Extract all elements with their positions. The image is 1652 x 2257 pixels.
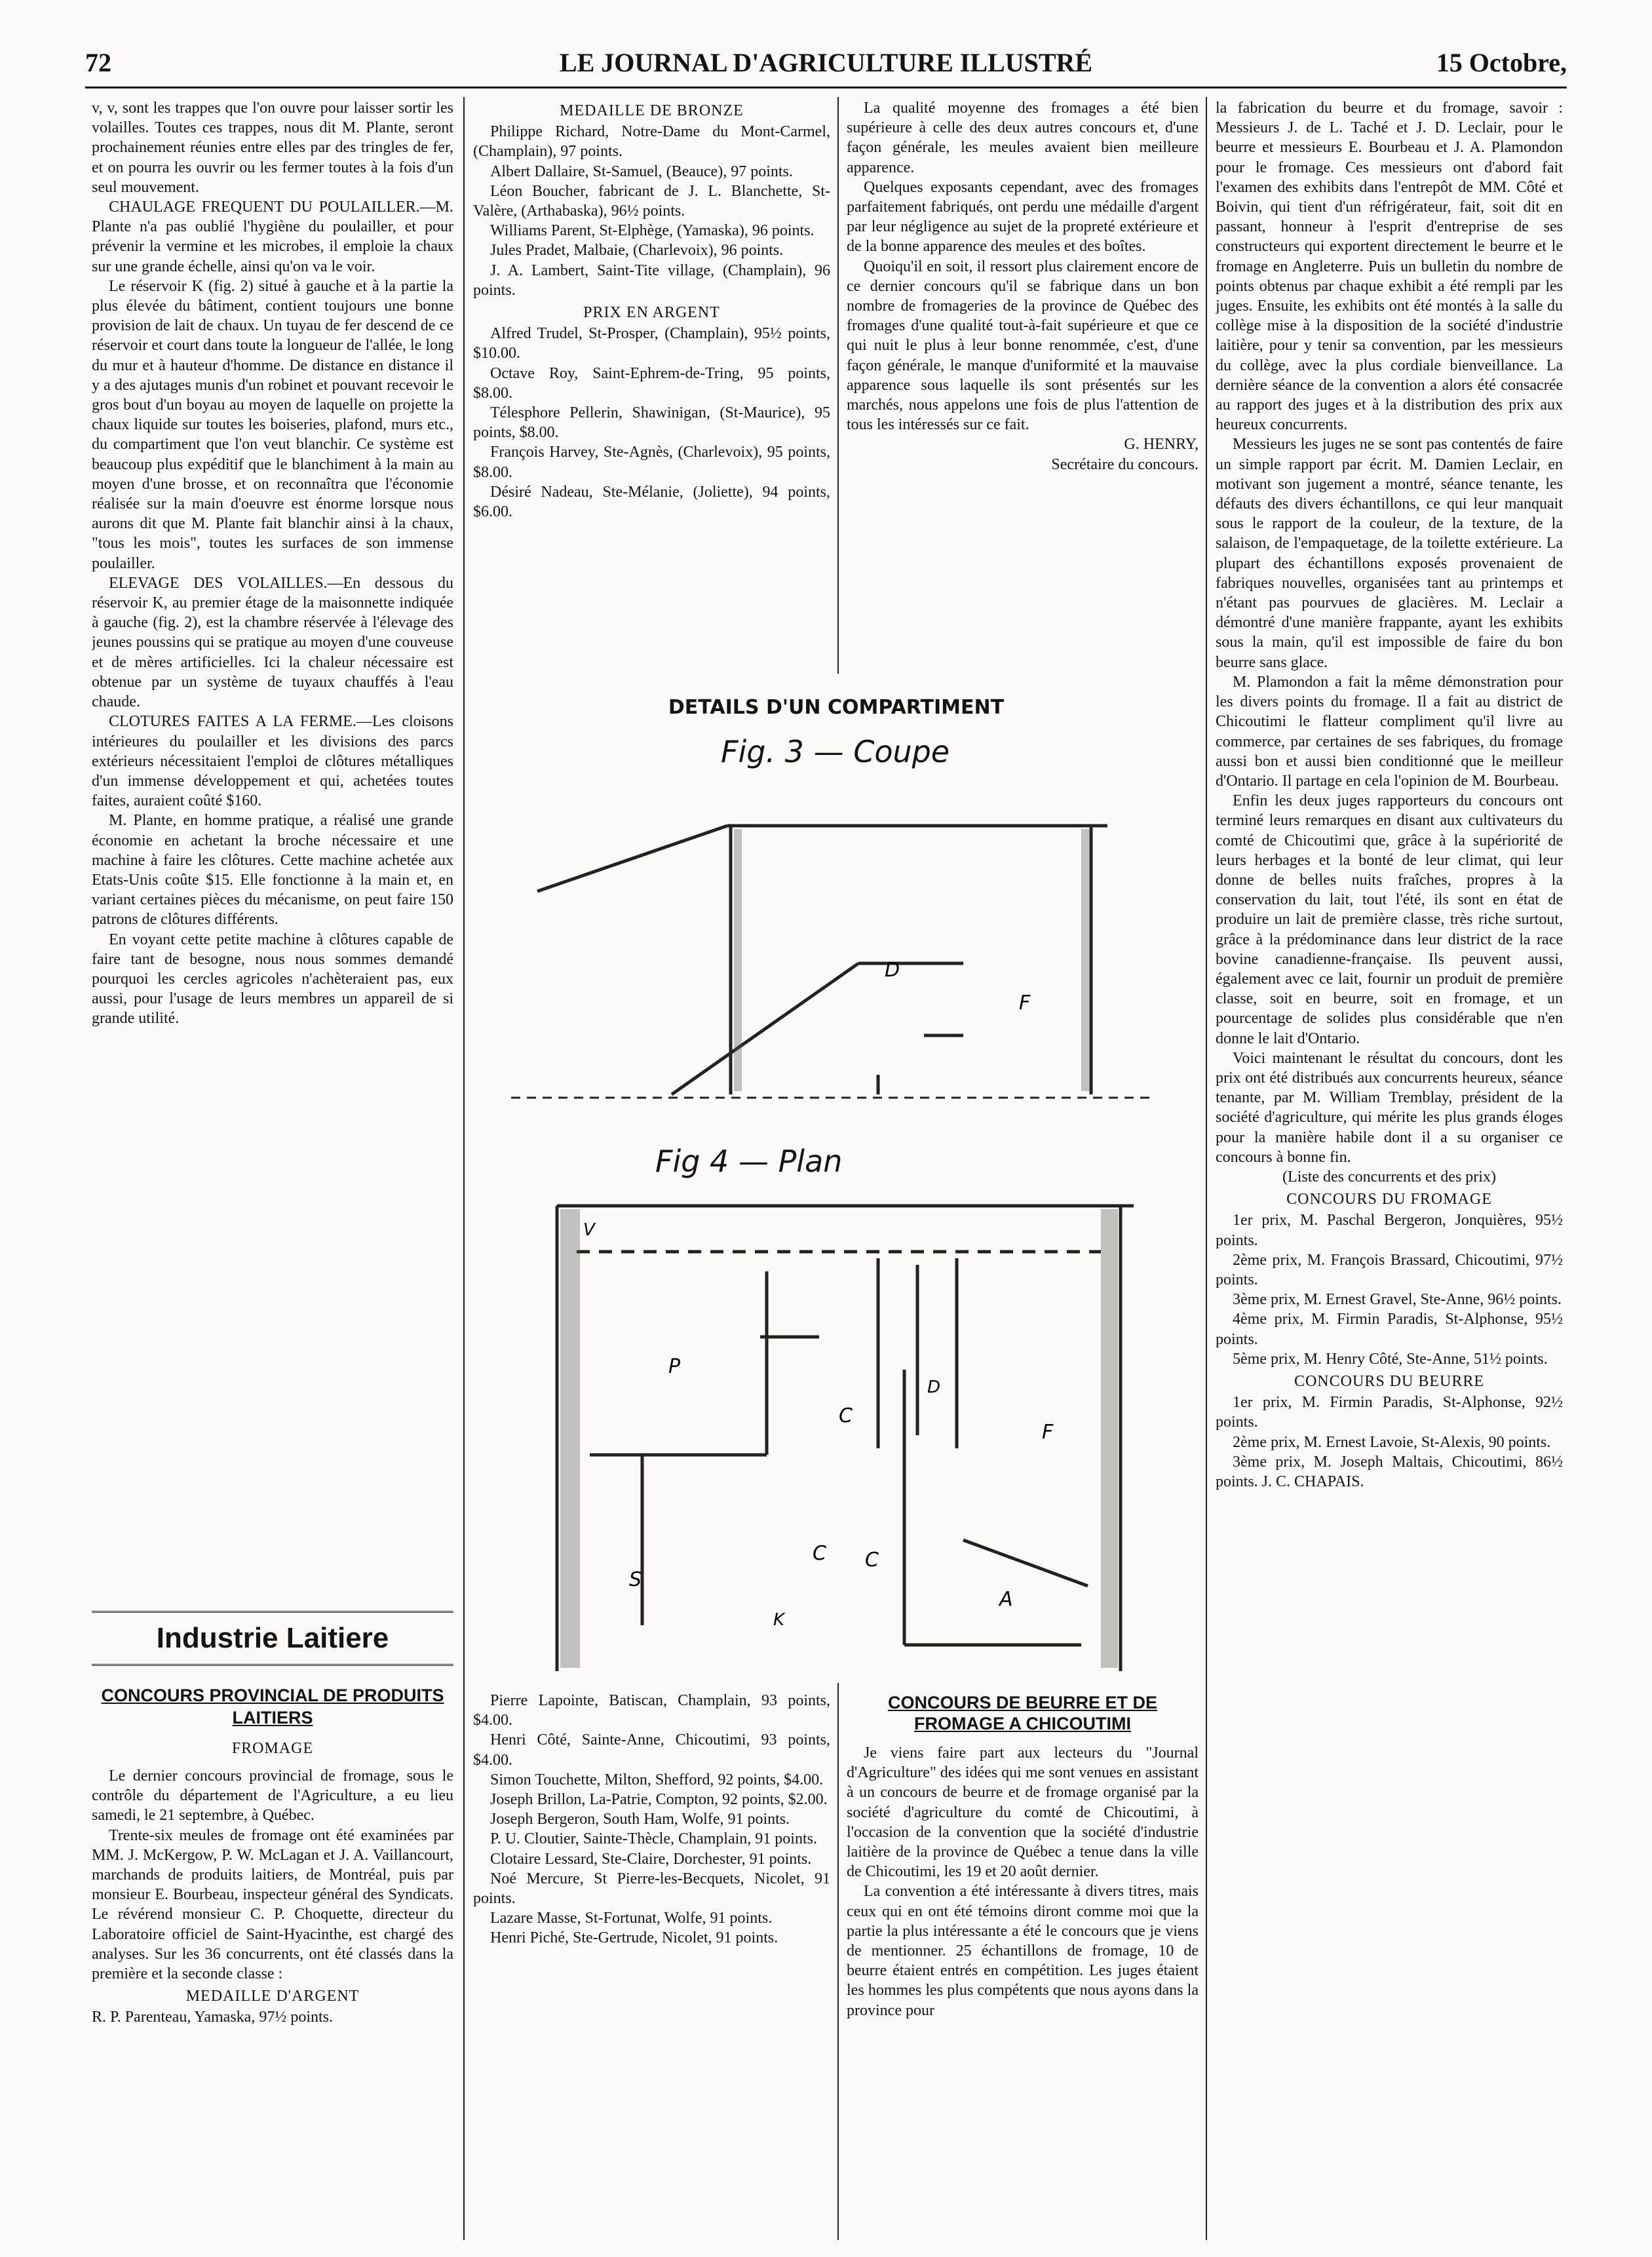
paragraph: Secrétaire du concours. (1051, 455, 1199, 473)
page-number: 72 (85, 48, 111, 77)
column-1 (92, 98, 453, 1619)
paragraph: P. U. Cloutier, Sainte-Thècle, Champlain, 91 points. (490, 1830, 817, 1848)
paragraph: Désiré Nadeau, Ste-Mélanie, (Joliette), 94 points, $6.00. (473, 483, 830, 521)
column-3-bottom (847, 1743, 1199, 2241)
journal-title: LE JOURNAL D'AGRICULTURE ILLUSTRÉ (559, 48, 1093, 77)
paragraph: (Liste des concurrents et des prix) (1282, 1168, 1496, 1186)
paragraph: 5ème prix, M. Henry Côté, Ste-Anne, 51½ points. (1233, 1350, 1548, 1368)
section-title: Industrie Laitiere (156, 1622, 389, 1654)
fig4-label-d: D (927, 1378, 941, 1397)
paragraph: R. P. Parenteau, Yamaska, 97½ points. (92, 2009, 333, 2026)
column-rule (463, 97, 465, 2240)
paragraph: 1er prix, M. Paschal Bergeron, Jonquières, 95½ points. (1216, 1212, 1563, 1249)
fig4-label-v: V (583, 1220, 595, 1240)
paragraph: Trente-six meules de fromage ont été examinées par MM. J. McKergow, P. W. McLagan et J. A. Vaillancourt, marchands de produits laitiers, de Montréal, puis par monsieur E. Bourbeau, inspecteur général des Syndicats. Le révérend monsieur C. P. Choquette, directeur du Laboratoire officiel de Saint-Hyacinthe, est chargé des analyses. Sur les 36 concurrents, ont été classés dans la première et la seconde classe : (92, 1826, 453, 1983)
page-header (85, 47, 1567, 88)
paragraph: la fabrication du beurre et du fromage, savoir : Messieurs J. de L. Taché et J. D. Leclair, pour le beurre et messieurs E. Bourbeau et J. A. Plamondon pour le fromage. Ces messieurs ont d'abord fait l'examen des exhibits dans l'entrepôt de MM. Côté et Boivin, qui tient d'un réfrigérateur, fait, soit dit en passant, honneur à l'esprit d'entreprise de ses constructeurs qui exportent directement le beurre et le fromage en Angleterre. Puis un bulletin du nombre de points obtenus par chaque exhibit a été rempli par les juges. Ensuite, les exhibits ont été montés à la salle du collège mise à la disposition de la société d'industrie laitière, pour y tenir sa convention, par les messieurs du collège, avec la plus cordiale bienveillance. La dernière séance de la convention a alors été consacrée au rapport des juges et à la distribution des prix aux heureux concurrents. (1216, 100, 1563, 434)
issue-date: 15 Octobre, (1436, 48, 1567, 77)
subhead-fromage: FROMAGE (231, 1740, 314, 1757)
paragraph: Henri Piché, Ste-Gertrude, Nicolet, 91 points. (490, 1929, 778, 1947)
paragraph: v, v, sont les trappes que l'on ouvre pour laisser sortir les volailles. Toutes ces trappes, nous dit M. Plante, seront prochainement réunies entre elles par des tringles de fer, et on pourra les ouvrir ou les fermer toutes à la fois d'un seul mouvement. (92, 100, 453, 196)
paragraph: Jules Pradet, Malbaie, (Charlevoix), 96 points. (490, 242, 784, 260)
paragraph: Alfred Trudel, St-Prosper, (Champlain), 95½ points, $10.00. (473, 325, 830, 362)
paragraph: J. A. Lambert, Saint-Tite village, (Champlain), 96 points. (473, 261, 830, 299)
paragraph: En voyant cette petite machine à clôtures capable de faire tant de besogne, nous nous sommes demandé pourquoi les cercles agricoles n'achèteraient pas, eux aussi, pour l'usage de leurs membres un appareil de si grande utilité. (92, 931, 453, 1028)
column-rule (1206, 97, 1207, 2240)
paragraph: CLOTURES FAITES A LA FERME.—Les cloisons intérieures du poulailler et les divisions des parcs extérieurs nécessitaient l'emploi de clôtures métalliques d'un immense développement et qui, achetées toutes faites, auraient coûté $160. (92, 713, 453, 810)
fig4-plan-drawing (511, 1186, 1166, 1684)
subheading: MEDAILLE DE BRONZE (560, 102, 744, 119)
section-banner (92, 1611, 453, 1666)
column-3 (847, 98, 1199, 675)
paragraph: Joseph Bergeron, South Ham, Wolfe, 91 points. (490, 1811, 790, 1828)
chicoutimi-title: CONCOURS DE BEURRE ET DE FROMAGE A CHICOUTIMI (887, 1693, 1158, 1733)
fig4-label-a: A (999, 1588, 1013, 1611)
subheading: PRIX EN ARGENT (583, 304, 720, 322)
paragraph: Lazare Masse, St-Fortunat, Wolfe, 91 points. (490, 1910, 773, 1927)
paragraph: La convention a été intéressante à divers titres, mais ceux qui en ont été témoins diront comme moi que la partie la plus intéressante a été le concours que je viens de mentionner. 25 échantillons de fromage, 10 de beurre étaient entrés en compétition. Les juges étaient les hommes les plus compétents que nous ayons dans la province pour (847, 1883, 1199, 2019)
fig4-label-s: S (629, 1568, 642, 1591)
figure-title: DETAILS D'UN COMPARTIMENT (668, 696, 1005, 719)
paragraph: Williams Parent, St-Elphège, (Yamaska), 96 points. (490, 222, 815, 240)
paragraph: 2ème prix, M. Ernest Lavoie, St-Alexis, 90 points. (1233, 1433, 1551, 1451)
column-rule (837, 97, 839, 674)
paragraph: Le réservoir K (fig. 2) situé à gauche et à la partie la plus élevée du bâtiment, contient toujours une bonne provision de lait de chaux. Un tuyau de fer descend de ce réservoir et court dans toute la longueur de l'allée, le long du mur et à hauteur d'homme. De distance en distance il y a des ajutages munis d'un robinet et pouvant recevoir le gros bout d'un boyau au moyen de laquelle on projette la chaux liquide sur toutes les boiseries, plafond, murs etc., du compartiment que l'on veut blanchir. Ce système est beaucoup plus expéditif que le blanchiment à la main au moyen d'une brosse, et on reconnaîtra que l'économie réalisée sur la main d'oeuvre est énorme lorsque nous aurons dit que M. Plante fait blanchir ainsi à la chaux, "tous les mois", toutes les surfaces de son immense poulailler. (92, 277, 453, 572)
fig3-section-drawing (511, 786, 1153, 1127)
paragraph: Le dernier concours provincial de fromage, sous le contrôle du département de l'Agriculture, a eu lieu samedi, le 21 septembre, à Québec. (92, 1767, 453, 1824)
paragraph: Pierre Lapointe, Batiscan, Champlain, 93 points, $4.00. (473, 1692, 830, 1729)
paragraph: Léon Boucher, fabricant de J. L. Blanchette, St-Valère, (Arthabaska), 96½ points. (473, 182, 830, 220)
fig3-caption: Fig. 3 — Coupe (721, 734, 950, 769)
paragraph: Je viens faire part aux lecteurs du "Journal d'Agriculture" des idées qui me sont venues en assistant à un concours de beurre et de fromage organisé par la société d'agriculture du comté de Chicoutimi, à l'occasion de la convention que la société d'industrie laitière de la province de Québec a tenue dans la ville de Chicoutimi, les 19 et 20 août dernier. (847, 1745, 1199, 1881)
paragraph: Quelques exposants cependant, avec des fromages parfaitement fabriqués, ont perdu une médaille d'argent par leur négligence au sujet de la propreté extérieure et de la bonne apparence des meules et des boîtes. (847, 178, 1199, 256)
column-1-bottom (92, 1766, 453, 2245)
subheading: CONCOURS DU BEURRE (1294, 1373, 1485, 1390)
fig3-label-d: D (885, 959, 900, 982)
fig4-label-f: F (1042, 1421, 1054, 1444)
paragraph: François Harvey, Ste-Agnès, (Charlevoix), 95 points, $8.00. (473, 444, 830, 481)
paragraph: Henri Côté, Sainte-Anne, Chicoutimi, 93 points, $4.00. (473, 1731, 830, 1769)
paragraph: Octave Roy, Saint-Ephrem-de-Tring, 95 points, $8.00. (473, 364, 830, 402)
paragraph: Quoiqu'il en soit, il ressort plus clairement encore de ce dernier concours qu'il se fabrique dans un bon nombre de fromageries de la province de Québec des fromages d'une qualité tout-à-fait supérieure et que ce qui nuit le plus à leur bonne renommée, c'est, d'une façon générale, le manque d'uniformité et la mauvaise apparence sous laquelle ils sont présentés sur les marchés, nous appelons une fois de plus l'attention de tous les intéressés sur ce fait. (847, 258, 1199, 434)
paragraph: Albert Dallaire, St-Samuel, (Beauce), 97 points. (490, 163, 793, 180)
paragraph: 2ème prix, M. François Brassard, Chicoutimi, 97½ points. (1216, 1251, 1563, 1288)
paragraph: Clotaire Lessard, Ste-Claire, Dorchester, 91 points. (490, 1850, 812, 1868)
column-2-bottom (473, 1691, 830, 2241)
fig4-label-c3: C (865, 1549, 879, 1572)
fig4-label-k: K (773, 1610, 785, 1630)
paragraph: Voici maintenant le résultat du concours, dont les prix ont été distribués aux concurrents heureux, séance tenante, par M. William Tremblay, président de la société d'agriculture, qui mérite les plus grands éloges pour la manière habile dont il a su organiser ce concours à bonne fin. (1216, 1049, 1563, 1166)
column-4 (1216, 98, 1563, 2241)
paragraph: 3ème prix, M. Ernest Gravel, Ste-Anne, 96½ points. (1233, 1291, 1562, 1309)
paragraph: 4ème prix, M. Firmin Paradis, St-Alphonse, 95½ points. (1216, 1311, 1563, 1348)
paragraph: M. Plamondon a fait la même démonstration pour les divers points du fromage. Il a fait au district de Chicoutimi le flatteur compliment qu'il livre au commerce, par certaines de ses fabriques, du fromage aussi bon et aussi bien conditionné que le meilleur d'Ontario. Il partage en cela l'opinion de M. Bourbeau. (1216, 673, 1563, 790)
fig4-label-c2: C (813, 1542, 826, 1565)
column-rule (837, 1683, 839, 2240)
column-2 (473, 98, 830, 675)
article-title: CONCOURS PROVINCIAL DE PRODUITS LAITIERS (101, 1686, 444, 1727)
paragraph: Télesphore Pellerin, Shawinigan, (St-Maurice), 95 points, $8.00. (473, 404, 830, 442)
paragraph: 3ème prix, M. Joseph Maltais, Chicoutimi, 86½ points. J. C. CHAPAIS. (1216, 1453, 1563, 1491)
paragraph: ELEVAGE DES VOLAILLES.—En dessous du réservoir K, au premier étage de la maisonnette indiquée à gauche (fig. 2), est la chambre réservée à l'élevage des jeunes poussins qui se pratique au moyen d'une couveuse et de mères artificielles. Ici la chaleur nécessaire est obtenue par un système de tuyaux chauffés à l'eau chaude. (92, 574, 453, 711)
paragraph: 1er prix, M. Firmin Paradis, St-Alphonse, 92½ points. (1216, 1394, 1563, 1431)
fig4-label-c: C (839, 1404, 853, 1427)
paragraph: M. Plante, en homme pratique, a réalisé une grande économie en achetant la broche nécessaire et une machine à faire les clôtures. Cette machine achetée aux Etats-Unis coûte $15. Elle fonctionne à la main et, en variant certaines pièces du mécanisme, on peut faire 150 patrons de clôtures différents. (92, 812, 453, 929)
subheading: MEDAILLE D'ARGENT (185, 1988, 360, 2005)
fig4-label-p: P (668, 1355, 681, 1378)
paragraph: Philippe Richard, Notre-Dame du Mont-Carmel, (Champlain), 97 points. (473, 123, 830, 161)
paragraph: Simon Touchette, Milton, Shefford, 92 points, $4.00. (490, 1771, 824, 1788)
fig3-label-f: F (1019, 992, 1031, 1014)
paragraph: Messieurs les juges ne se sont pas contentés de faire un simple rapport par écrit. M. Damien Leclair, en motivant son jugement a montré, séance tenante, les défauts des divers échantillons, ce qui leur manquait sous le rapport de la couleur, de la texture, de la salaison, de l'empaquetage, de la toilette extérieure. La plupart des échantillons exposés provenaient de fabriques nouvelles, organisées tant au printemps et n'étant pas pourvues de glacières. M. Leclair a démontré d'une manière frappante, ayant les exhibits sous la main, qu'il est impossible de faire du bon beurre sans glace. (1216, 436, 1563, 671)
subheading: CONCOURS DU FROMAGE (1286, 1191, 1492, 1208)
paragraph: G. HENRY, (1124, 436, 1199, 453)
paragraph: Enfin les deux juges rapporteurs du concours ont terminé leurs remarques en disant aux cultivateurs du comté de Chicoutimi que, grâce à la supériorité de leurs herbages et la bonté de leur climat, qui leur donne de belles nuits fraîches, propres à la conservation du lait, tout l'été, ils sont en état de produire un lait de première classe, très riche surtout, grâce à la prédominance dans leur district de la race bovine canadienne-française. Ils peuvent aussi, également avec ce lait, fournir un produit de première classe, soit en beurre, soit en fromage, et un pourcentage de solides plus considérable que n'en donne le lait d'Ontario. (1216, 792, 1563, 1047)
paragraph: Joseph Brillon, La-Patrie, Compton, 92 points, $2.00. (490, 1791, 828, 1809)
paragraph: La qualité moyenne des fromages a été bien supérieure à celle des deux autres concours et, d'une façon générale, les meules avaient bien meilleure apparence. (847, 100, 1199, 176)
paragraph: Noé Mercure, St Pierre-les-Becquets, Nicolet, 91 points. (473, 1870, 830, 1908)
paragraph: CHAULAGE FREQUENT DU POULAILLER.—M. Plante n'a pas oublié l'hygiène du poulailler, et pour prévenir la vermine et les microbes, il emploie la chaux sur une grande échelle, ainsi qu'on va le voir. (92, 199, 453, 275)
fig4-caption: Fig 4 — Plan (655, 1144, 843, 1179)
